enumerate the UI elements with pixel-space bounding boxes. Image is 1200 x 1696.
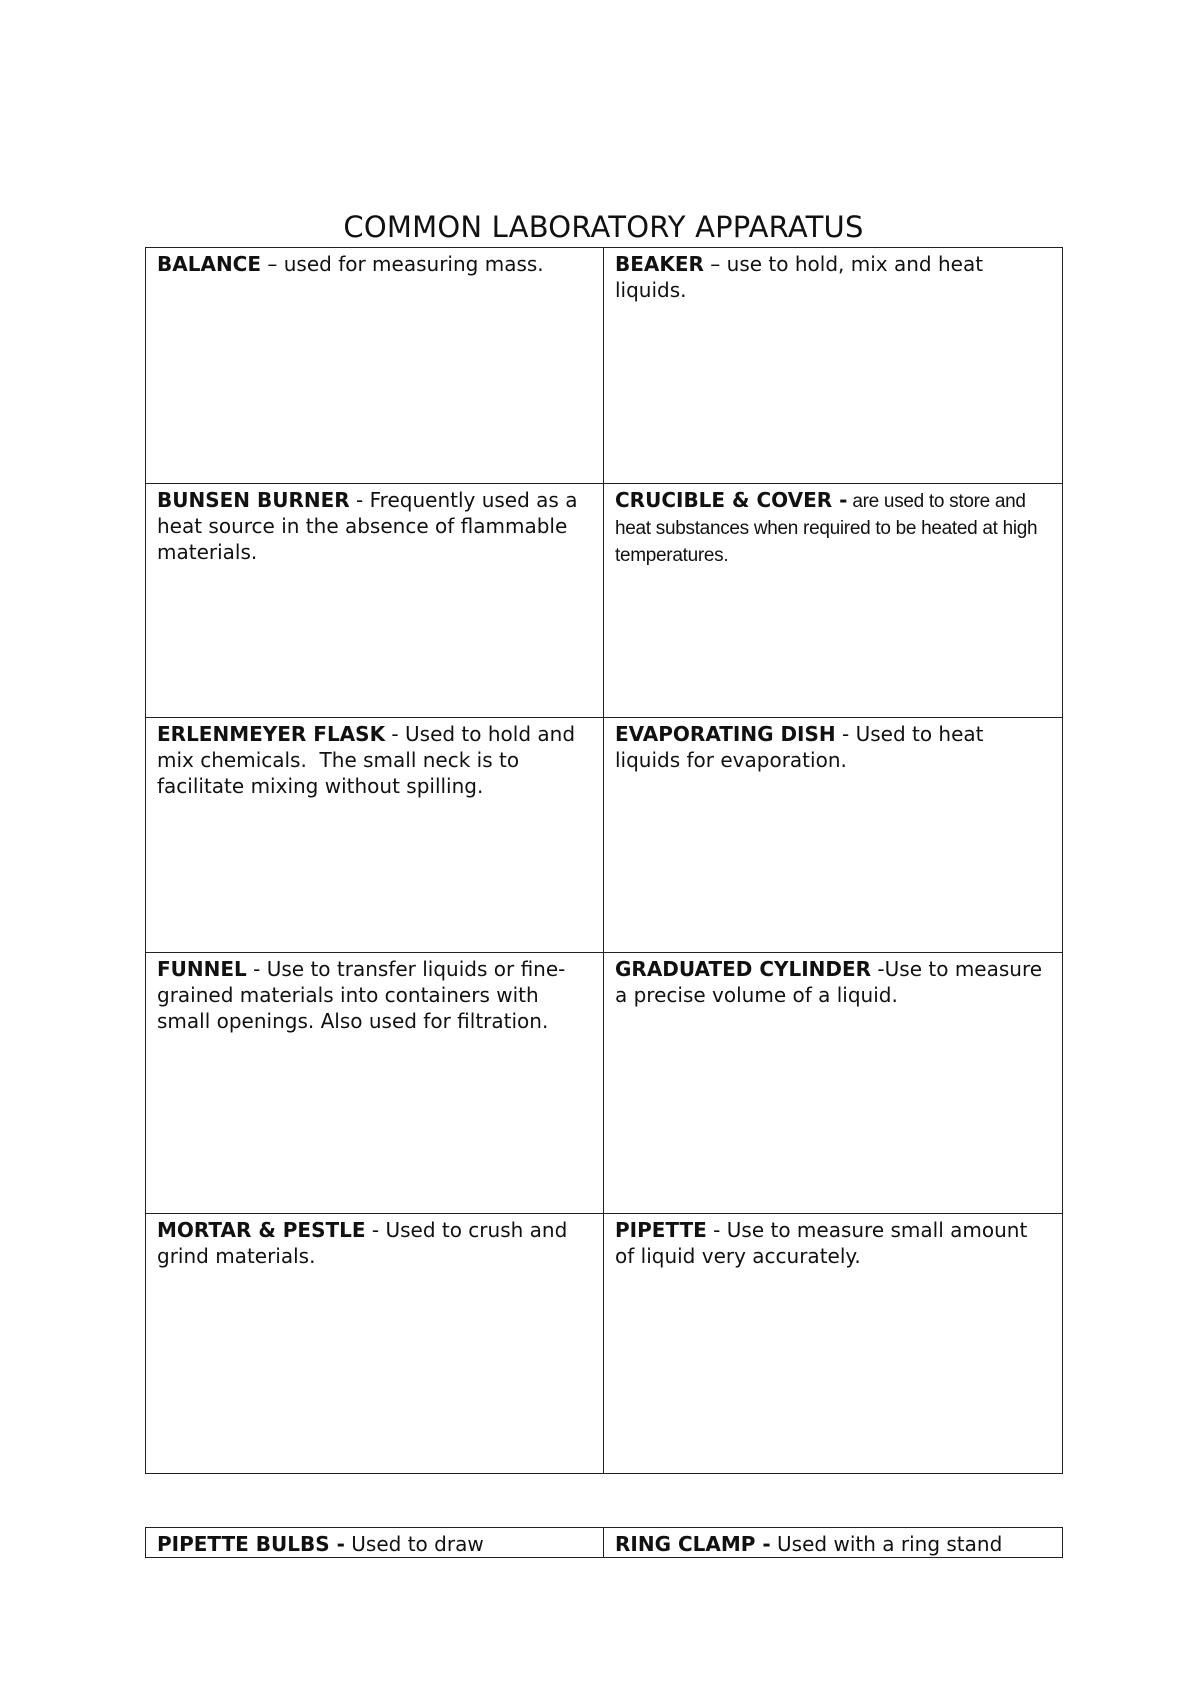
apparatus-description: used for measuring mass. [283, 252, 544, 276]
apparatus-description: Used to heat liquids for evaporation. [615, 722, 984, 772]
apparatus-term: EVAPORATING DISH [615, 722, 836, 746]
apparatus-table [145, 247, 1063, 1474]
table-row [146, 248, 1063, 484]
term-separator: - [385, 722, 406, 746]
apparatus-term: PIPETTE BULBS - [157, 1532, 345, 1556]
term-separator: - [706, 1218, 727, 1242]
apparatus-cell-balance [146, 248, 604, 484]
apparatus-term: CRUCIBLE & COVER - [615, 488, 848, 512]
page-title: COMMON LABORATORY APPARATUS [343, 210, 864, 244]
term-separator: - [835, 722, 856, 746]
apparatus-description: Use to transfer liquids or fine-grained materials into containers with small openings. Also used for filtration. [157, 957, 566, 1033]
apparatus-term: FUNNEL [157, 957, 247, 981]
apparatus-cell-beaker [604, 248, 1063, 484]
apparatus-term: BUNSEN BURNER [157, 488, 350, 512]
term-separator: - [871, 957, 885, 981]
apparatus-cell-mortar-pestle [146, 1214, 604, 1474]
apparatus-description: Use to measure small amount of liquid very accurately. [615, 1218, 1028, 1268]
apparatus-cell-pipette-bulbs [146, 1528, 604, 1558]
apparatus-cell-graduated-cylinder [604, 953, 1063, 1214]
term-separator: – [703, 252, 727, 276]
table-row [146, 1528, 1063, 1558]
table-row [146, 1214, 1063, 1474]
apparatus-description: Used to draw [351, 1532, 484, 1556]
apparatus-cell-erlenmeyer-flask [146, 718, 604, 953]
apparatus-description: Used to crush and grind materials. [157, 1218, 568, 1268]
term-separator: - [349, 488, 370, 512]
apparatus-cell-crucible-cover [604, 484, 1063, 718]
term-separator: - [246, 957, 267, 981]
apparatus-description: are used to store and heat substances when required to be heated at high temperatures. [615, 491, 1038, 566]
apparatus-description: Used to hold and mix chemicals. The small neck is to facilitate mixing without spilling. [157, 722, 582, 798]
apparatus-term: GRADUATED CYLINDER [615, 957, 872, 981]
apparatus-description: Use to measure a precise volume of a liquid. [615, 957, 1043, 1007]
term-separator: – [261, 252, 284, 276]
apparatus-cell-funnel [146, 953, 604, 1214]
apparatus-description: use to hold, mix and heat liquids. [615, 252, 984, 302]
table-row [146, 953, 1063, 1214]
apparatus-table-continued [145, 1527, 1063, 1558]
apparatus-term: RING CLAMP - [615, 1532, 771, 1556]
apparatus-term: BEAKER [615, 252, 704, 276]
apparatus-description: Used with a ring stand [777, 1532, 1003, 1556]
apparatus-term: MORTAR & PESTLE [157, 1218, 366, 1242]
apparatus-term: ERLENMEYER FLASK [157, 722, 386, 746]
table-row [146, 718, 1063, 953]
term-separator: - [365, 1218, 386, 1242]
apparatus-cell-bunsen-burner [146, 484, 604, 718]
apparatus-description: Frequently used as a heat source in the absence of flammable materials. [157, 488, 578, 564]
apparatus-cell-ring-clamp [604, 1528, 1063, 1558]
apparatus-cell-pipette [604, 1214, 1063, 1474]
apparatus-term: BALANCE [157, 252, 262, 276]
apparatus-term: PIPETTE [615, 1218, 707, 1242]
table-row [146, 484, 1063, 718]
apparatus-cell-evaporating-dish [604, 718, 1063, 953]
